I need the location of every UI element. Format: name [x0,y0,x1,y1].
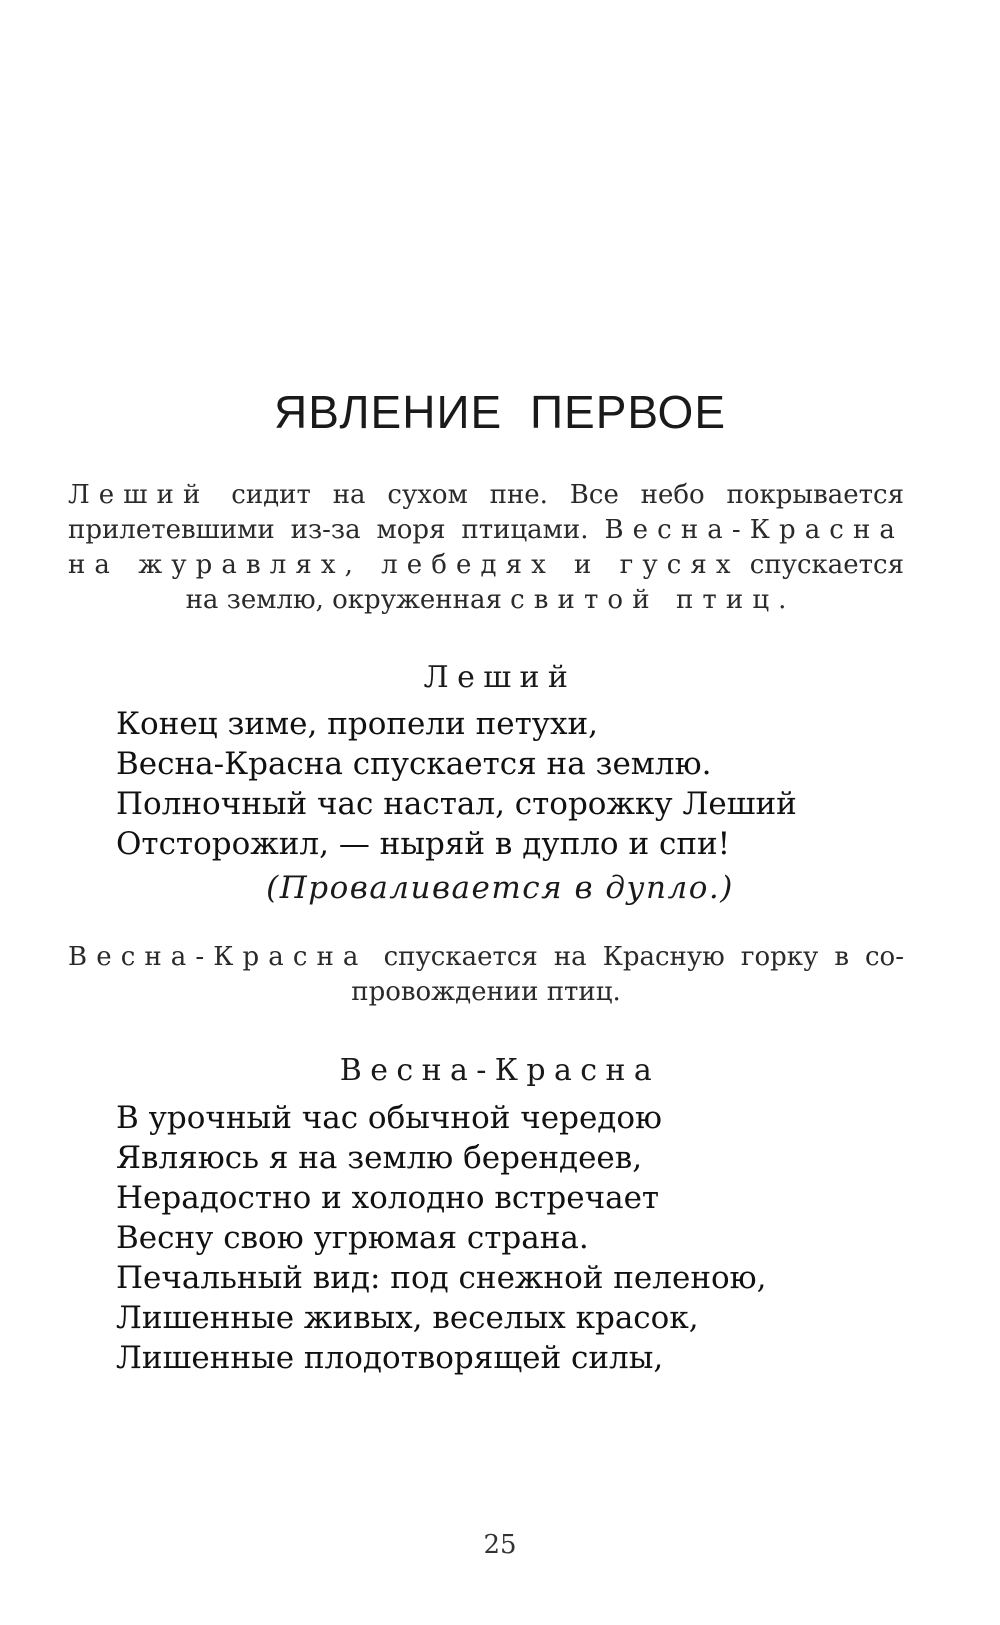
stage-text: спускается на Красную горку в со- [367,942,904,972]
stage-text: прилетевшими из-за моря птицами. [68,515,605,545]
stage-line [68,583,904,618]
stage-direction-second [68,940,904,1010]
verse-line: Отсторожил, — ныряй в дупло и спи! [116,826,731,862]
verse-line: В урочный час обычной чередою [116,1100,663,1136]
stage-line [68,478,904,513]
stage-text: . [778,585,787,615]
stage-text: на землю, окруженная [185,585,511,615]
emphasis-spaced: свитой птиц [510,585,779,615]
verse-line: Печальный вид: под снежной пеленою, [116,1260,767,1296]
stage-line [68,548,904,583]
verse-line: Лишенные плодотворящей силы, [116,1340,664,1376]
stage-text: провождении птиц. [351,977,621,1007]
page-number: 25 [483,1530,517,1560]
character-name-spaced: Леший [68,480,210,510]
verse-line: Полночный час настал, сторожку Леший [116,786,797,822]
speaker-name: Весна-Красна [339,1053,661,1088]
verse-line: Нерадостно и холодно встречает [116,1180,660,1216]
stage-line [68,513,904,548]
stage-line [68,975,904,1010]
stage-direction-opening [68,478,904,618]
verse-line: Весна-Красна спускается на землю. [116,746,712,782]
stage-text: сидит на сухом пне. Все небо покрывается [209,480,904,510]
character-name-spaced: Весна-Красна [604,515,904,545]
speaker-name: Леший [423,660,577,695]
verse-block [116,704,797,864]
stage-line [68,940,904,975]
stage-text: спускается [739,550,904,580]
verse-line: Лишенные живых, веселых красок, [116,1300,699,1336]
stage-direction-inline: (Проваливается в дупло.) [266,870,734,906]
verse-line: Конец зиме, пропели петухи, [116,706,598,742]
emphasis-spaced: на журавлях, лебедях и гусях [68,550,740,580]
character-name-spaced: Весна-Красна [68,942,368,972]
verse-block [116,1098,767,1378]
scene-title: ЯВЛЕНИЕ ПЕРВОЕ [273,386,727,438]
verse-line: Являюсь я на землю берендеев, [116,1140,643,1176]
verse-line: Весну свою угрюмая страна. [116,1220,589,1256]
